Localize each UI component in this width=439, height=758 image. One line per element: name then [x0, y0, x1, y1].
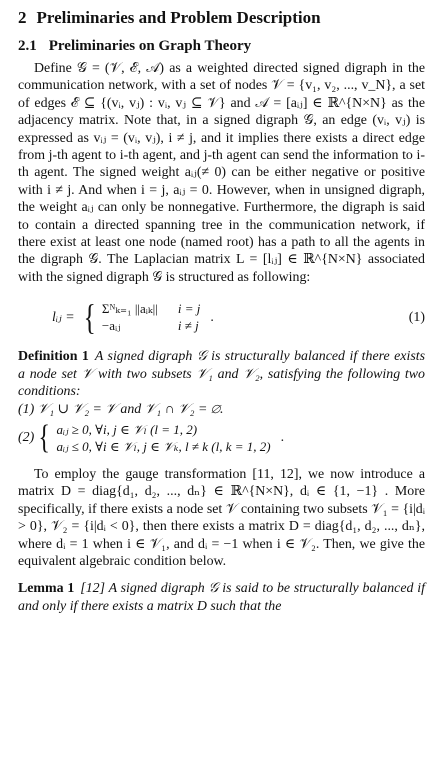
subsection-title: Preliminaries on Graph Theory [48, 38, 252, 54]
equation-tail: . [210, 309, 214, 325]
condition-row [57, 421, 271, 438]
equation-number: (1) [408, 309, 425, 325]
paragraph-gauge-transformation: To employ the gauge transformation [11, 12], we now introduce a matrix D = diag{d₁, d₂, ..., dₙ} ∈ ℝ^{N×N}, dᵢ ∈ {1, −1} . More specifically, if there exists a node set 𝒱 containing two subsets 𝒱₁ = {i|dᵢ > 0}, 𝒱₂ = {i|dᵢ < 0}, then there exists a matrix D = diag{d₁, d₂, ..., dₙ}, where dᵢ = 1 when i ∈ 𝒱₁, and dᵢ = −1 when i ∈ 𝒱₂. Then, we give the equivalent algebraic condition below. [18, 466, 425, 569]
lemma-label: Lemma 1 [18, 581, 75, 597]
case-condition: i = j [177, 301, 201, 317]
definition-condition-2 [18, 420, 425, 456]
left-brace: { [38, 418, 51, 456]
equation-case-row [102, 317, 201, 334]
subsection-number: 2.1 [18, 38, 37, 54]
condition-label: (2) [18, 430, 35, 446]
section-heading [18, 8, 425, 28]
definition-text: A signed digraph 𝒢 is structurally balanced if there exists a node set 𝒱 with two subsets 𝒱₁ and 𝒱₂, satisfying the following two conditions: [18, 349, 426, 400]
lemma-1 [18, 580, 425, 615]
definition-label: Definition 1 [18, 349, 89, 365]
equation-1 [18, 298, 425, 336]
section-title: Preliminaries and Problem Description [36, 8, 321, 27]
case-expression: −aᵢⱼ [101, 318, 121, 334]
equation-body [52, 297, 214, 338]
definition-1 [18, 348, 425, 400]
definition-condition-1: (1) 𝒱₁ ∪ 𝒱₂ = 𝒱 and 𝒱₁ ∩ 𝒱₂ = ∅. [18, 401, 224, 417]
condition-line: aᵢⱼ ≤ 0, ∀i ∈ 𝒱ₗ, j ∈ 𝒱ₖ, l ≠ k (l, k = 1, 2) [56, 438, 271, 454]
equation-case-row [102, 300, 201, 317]
condition-cases [57, 421, 271, 455]
case-expression: Σᴺₖ₌₁ ||aᵢₖ|| [101, 301, 158, 317]
condition-tail: . [280, 430, 285, 446]
equation-cases [102, 300, 201, 334]
paragraph-graph-definition: Define 𝒢 = (𝒱, ℰ, 𝒜) as a weighted directed signed digraph in the communication network, with a set of nodes 𝒱 = {v₁, v₂, ..., v_N}, a set of edges ℰ ⊆ {(vᵢ, vⱼ) : vᵢ, vⱼ ⊆ 𝒱} and 𝒜 = [aᵢⱼ] ∈ ℝ^{N×N} as the adjacency matrix. Note that, in a signed digraph 𝒢, an edge (vᵢ, vⱼ) is expressed as vᵢⱼ = (vᵢ, vⱼ), i ≠ j, and it implies there exists a direct edge from j-th agent to i-th agent, and j-th agent can send the information to i-th agent. The signed weight aᵢⱼ(≠ 0) can be either negative or positive with i ≠ j. And when i = j, aᵢⱼ = 0. However, when in unsigned digraph, the weight aᵢⱼ can only be nonnegative. Furthermore, the digraph is said to contain a directed spanning tree in the communication network, if there exist at least one node (named root) has a path to all the agents in the digraph 𝒢. The Laplacian matrix L = [lᵢⱼ] ∈ ℝ^{N×N} associated with the signed digraph 𝒢 is structured as following: [18, 61, 425, 285]
case-condition: i ≠ j [177, 318, 199, 334]
subsection-heading [18, 37, 425, 55]
lemma-text: [12] A signed digraph 𝒢 is said to be structurally balanced if and only if there exists a matrix D such that the [18, 581, 426, 614]
equation-lhs: lᵢⱼ = [52, 309, 75, 325]
condition-row [57, 438, 271, 455]
section-number: 2 [18, 8, 27, 27]
condition-line: aᵢⱼ ≥ 0, ∀i, j ∈ 𝒱ₗ (l = 1, 2) [56, 421, 198, 437]
left-brace: { [83, 297, 96, 338]
